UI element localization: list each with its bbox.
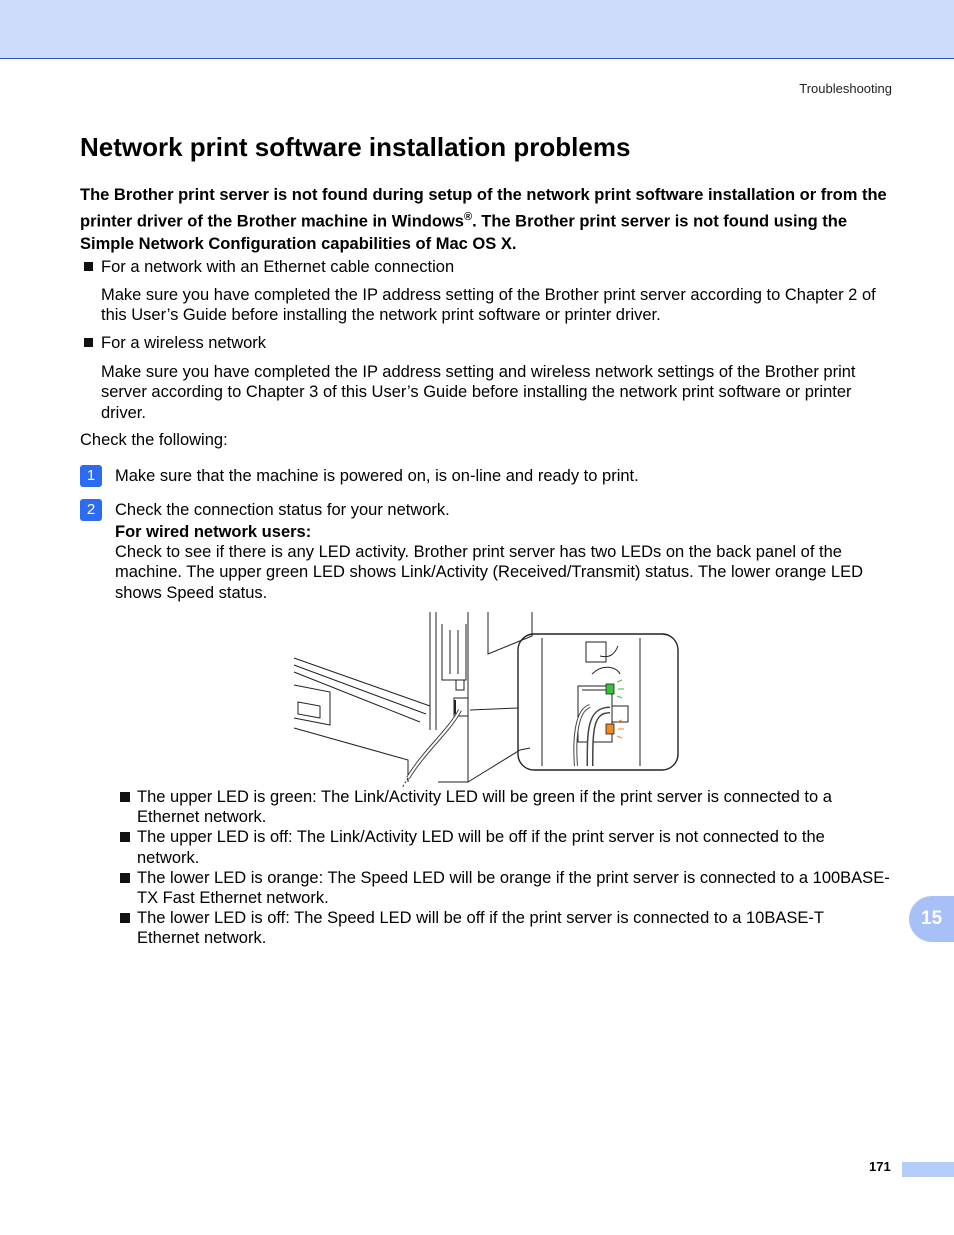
bullet-ethernet-text: Make sure you have completed the IP address setting of the Brother print server according to Chapter 2 of this User’s Guide before installing the network print software or printer driver. bbox=[101, 286, 876, 325]
green-led bbox=[606, 684, 614, 694]
subheading-part2: . The Brother print server is not found using the Simple Network Configuration capabilities of Mac OS X. bbox=[80, 212, 848, 253]
running-head: Troubleshooting bbox=[799, 81, 892, 96]
check-intro: Check the following: bbox=[80, 431, 228, 449]
footer-bar bbox=[902, 1162, 954, 1177]
led-status-list bbox=[120, 787, 890, 949]
page-number: 171 bbox=[869, 1159, 891, 1174]
printer-back-panel-illustration bbox=[290, 610, 682, 788]
bullet-wireless-text: Make sure you have completed the IP address setting and wireless network settings of the Brother print server according to Chapter 3 of this User’s Guide before installing the network print software or printer driver. bbox=[101, 363, 856, 422]
wired-users-text: Check to see if there is any LED activity. Brother print server has two LEDs on the back panel of the machine. The upper green LED shows Link/Activity (Received/Transmit) status. The lower orange LED shows Speed status. bbox=[115, 543, 864, 602]
led-bullet-upper-off: The upper LED is off: The Link/Activity LED will be off if the print server is not connected to the network. bbox=[120, 827, 890, 867]
step-1-text: Make sure that the machine is powered on, is on-line and ready to print. bbox=[115, 467, 639, 485]
step-2-icon: 2 bbox=[80, 499, 102, 521]
step-2-text: Check the connection status for your network. bbox=[115, 501, 450, 519]
bullet-ethernet-heading: For a network with an Ethernet cable connection bbox=[84, 257, 454, 277]
orange-led bbox=[606, 724, 614, 734]
led-bullet-lower-off: The lower LED is off: The Speed LED will be off if the print server is connected to a 10BASE-T Ethernet network. bbox=[120, 908, 890, 948]
page-title: Network print software installation problems bbox=[80, 132, 631, 162]
subheading-part1: The Brother print server is not found during setup of the network print software installation or from the printer driver of the Brother machine in Windows bbox=[80, 186, 887, 231]
header-band bbox=[0, 0, 954, 59]
step-1-icon: 1 bbox=[80, 465, 102, 487]
registered-mark: ® bbox=[463, 211, 473, 223]
led-bullet-upper-green: The upper LED is green: The Link/Activity LED will be green if the print server is connected to a Ethernet network. bbox=[120, 787, 890, 827]
wired-users-heading: For wired network users: bbox=[115, 523, 312, 541]
led-bullet-lower-orange: The lower LED is orange: The Speed LED will be orange if the print server is connected to a 100BASE-TX Fast Ethernet network. bbox=[120, 868, 890, 908]
problem-subheading bbox=[80, 184, 900, 255]
bullet-wireless-heading: For a wireless network bbox=[84, 333, 266, 353]
chapter-tab: 15 bbox=[909, 896, 954, 942]
